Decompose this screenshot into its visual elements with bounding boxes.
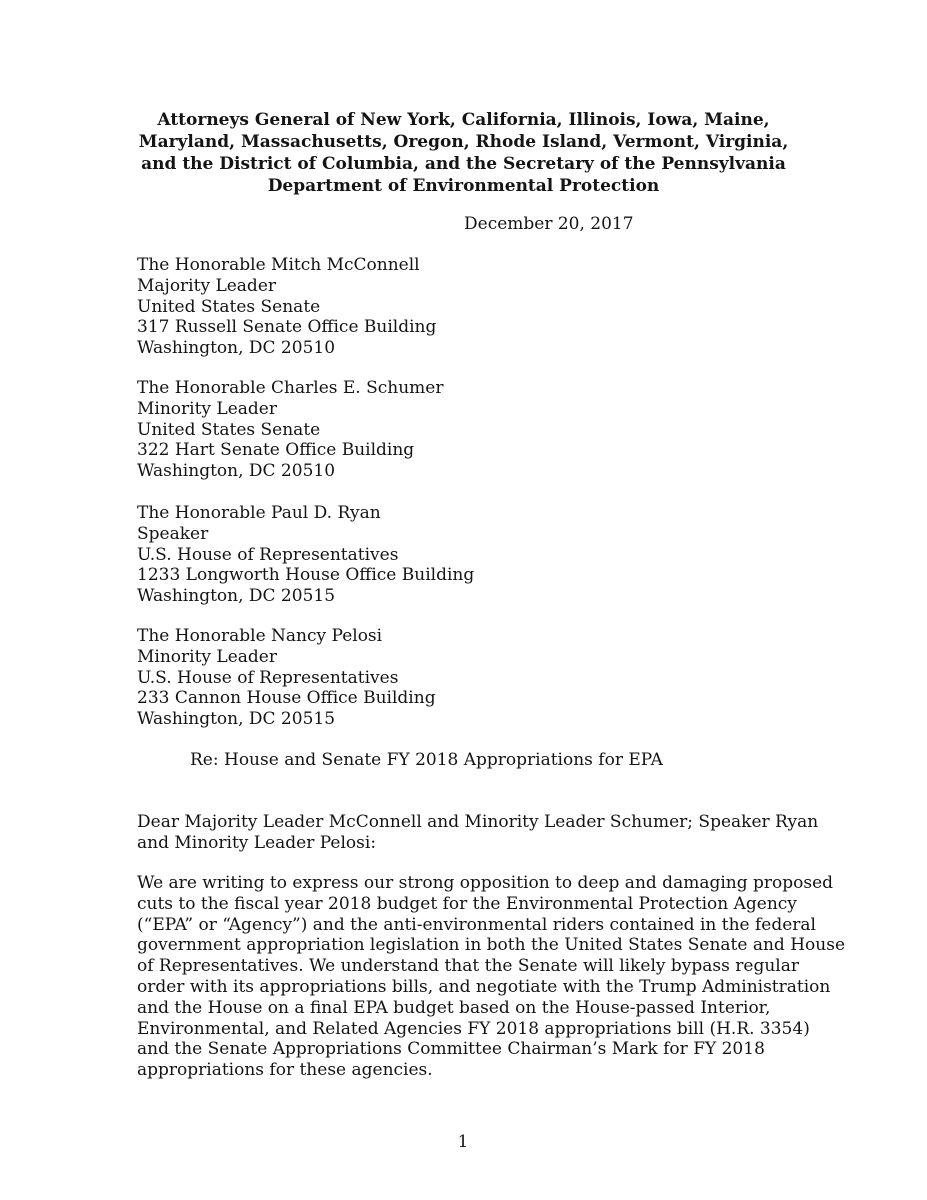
address-line: Minority Leader [137,398,277,419]
body-line: We are writing to express our strong opposition to deep and damaging proposed [137,873,834,893]
address-line: Minority Leader [137,646,277,667]
body-line: government appropriation legislation in both the United States Senate and House [137,935,845,956]
address-line: The Honorable Paul D. Ryan [137,503,381,523]
body-line: of Representatives. We understand that the Senate will likely bypass regular [137,956,799,977]
address-line: Washington, DC 20515 [137,586,336,607]
page-number: 1 [457,1132,469,1152]
heading-line: Department of Environmental Protection [267,176,660,196]
address-line: The Honorable Charles E. Schumer [137,378,444,398]
salutation-line: and Minority Leader Pelosi: [137,832,377,853]
address-line: 1233 Longworth House Office Building [137,565,475,586]
body-line: order with its appropriations bills, and negotiate with the Trump Administration [137,976,831,997]
heading-line: and the District of Columbia, and the Secretary of the Pennsylvania [141,154,786,174]
recipient-address-mcconnell [137,255,436,359]
body-line: Environmental, and Related Agencies FY 2018 appropriations bill (H.R. 3354) [137,1018,810,1039]
body-line: cuts to the fiscal year 2018 budget for the Environmental Protection Agency [137,893,797,914]
body-line: (“EPA” or “Agency”) and the anti-environmental riders contained in the federal [137,914,816,935]
salutation [137,812,818,854]
body-line: and the House on a final EPA budget based on the House-passed Interior, [137,997,771,1018]
letter-heading [80,109,847,197]
address-line: United States Senate [137,419,321,440]
heading-line: Attorneys General of New York, California, Illinois, Iowa, Maine, [157,110,770,130]
address-line: Washington, DC 20510 [137,338,336,359]
body-line: appropriations for these agencies. [137,1060,433,1081]
body-line: and the Senate Appropriations Committee Chairman’s Mark for FY 2018 [137,1039,765,1060]
letter-date: December 20, 2017 [464,214,634,234]
address-line: Washington, DC 20510 [137,461,336,482]
address-line: Speaker [137,523,209,544]
address-line: The Honorable Mitch McConnell [137,255,420,275]
address-line: 317 Russell Senate Office Building [137,317,437,338]
salutation-line: Dear Majority Leader McConnell and Minority Leader Schumer; Speaker Ryan [137,812,819,832]
body-paragraph [137,873,845,1081]
subject-line: Re: House and Senate FY 2018 Appropriations for EPA [190,750,663,770]
recipient-address-ryan [137,503,474,607]
address-line: The Honorable Nancy Pelosi [137,626,383,646]
address-line: U.S. House of Representatives [137,544,399,565]
recipient-address-pelosi [137,626,436,730]
address-line: 233 Cannon House Office Building [137,688,436,709]
address-line: U.S. House of Representatives [137,667,399,688]
address-line: United States Senate [137,296,321,317]
heading-line: Maryland, Massachusetts, Oregon, Rhode Island, Vermont, Virginia, [138,132,789,152]
address-line: Majority Leader [137,275,277,296]
recipient-address-schumer [137,378,443,482]
address-line: 322 Hart Senate Office Building [137,440,415,461]
address-line: Washington, DC 20515 [137,709,336,730]
